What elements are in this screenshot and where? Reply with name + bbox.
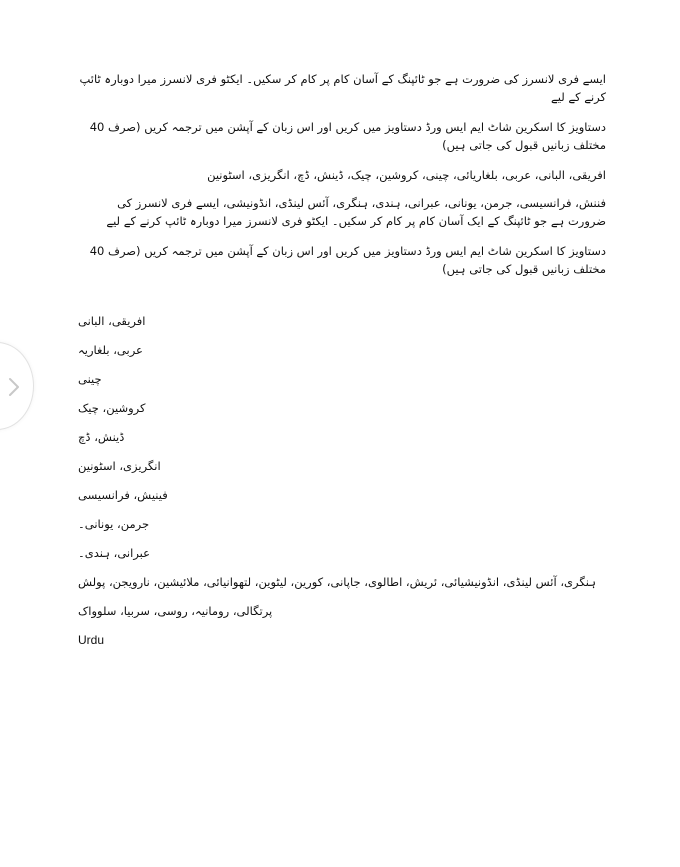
list-item-text: جرمن، یونانی۔ [78,517,150,531]
list-item [78,486,606,504]
paragraph-5: دستاویز کا اسکرین شاٹ ایم ایس ورڈ دستاویز میں کریں اور اس زبان کے آپشن میں ترجمہ کریں (صرف 40 مختلف زبانیں قبول کی جاتی ہیں) [89,244,606,276]
list-item-text: پرتگالی، رومانیہ، روسی، سربیا، سلوواک [78,604,273,618]
list-item [78,544,606,562]
list-item [78,399,606,417]
document-body [78,70,606,290]
list-item [78,370,606,388]
list-item [78,428,606,446]
list-item-text: افریقی، البانی [78,314,146,328]
paragraph-3: افریقی، البانی، عربی، بلغاریائی، چینی، کروشین، چیک، ڈینش، ڈچ، انگریزی، اسٹونین [207,168,606,182]
list-item [78,341,606,359]
list-item [78,602,606,620]
paragraph-1: ایسے فری لانسرز کی ضرورت ہے جو ٹائپنگ کے آسان کام پر کام کر سکیں۔ ایکٹو فری لانسرز میرا دوبارہ ٹائپ کرنے کے لیے [79,72,606,104]
list-item-text: ڈینش، ڈچ [78,430,125,444]
list-item-text: عبرانی، ہندی۔ [78,546,151,560]
paragraph-4: فننش، فرانسیسی، جرمن، یونانی، عبرانی، ہندی، ہنگری، آئس لینڈی، انڈونیشی، ایسے فری لانسرز کی ضرورت ہے جو ٹائپنگ کے ایک آسان کام پر کام کر سکیں۔ ایکٹو فری لانسرز میرا دوبارہ ٹائپ کرنے کے لیے [106,196,606,228]
final-label: Urdu [78,633,105,647]
paragraph-2: دستاویز کا اسکرین شاٹ ایم ایس ورڈ دستاویز میں کریں اور اس زبان کے آپشن میں ترجمہ کریں (صرف 40 مختلف زبانیں قبول کی جاتی ہیں) [89,120,606,152]
list-item-text: انگریزی، اسٹونین [78,459,161,473]
chevron-right-icon [7,377,21,397]
list-item [78,573,606,591]
list-item-text: کروشین، چیک [78,401,146,415]
list-item-text: فینیش، فرانسیسی [78,488,168,502]
list-item-text: ہنگری، آئس لینڈی، انڈونیشیائی، ئریش، اطالوی، جاپانی، کورین، لیٹوین، لتھوانیائی، ملائیشین، نارویجن، پولش [78,575,596,589]
list-item [78,515,606,533]
list-item-text: عربی، بلغاریہ [78,343,143,357]
list-item-text: چینی [78,372,102,386]
next-page-button[interactable] [0,342,34,430]
list-item [78,457,606,475]
list-item [78,312,606,330]
language-list [78,312,606,660]
